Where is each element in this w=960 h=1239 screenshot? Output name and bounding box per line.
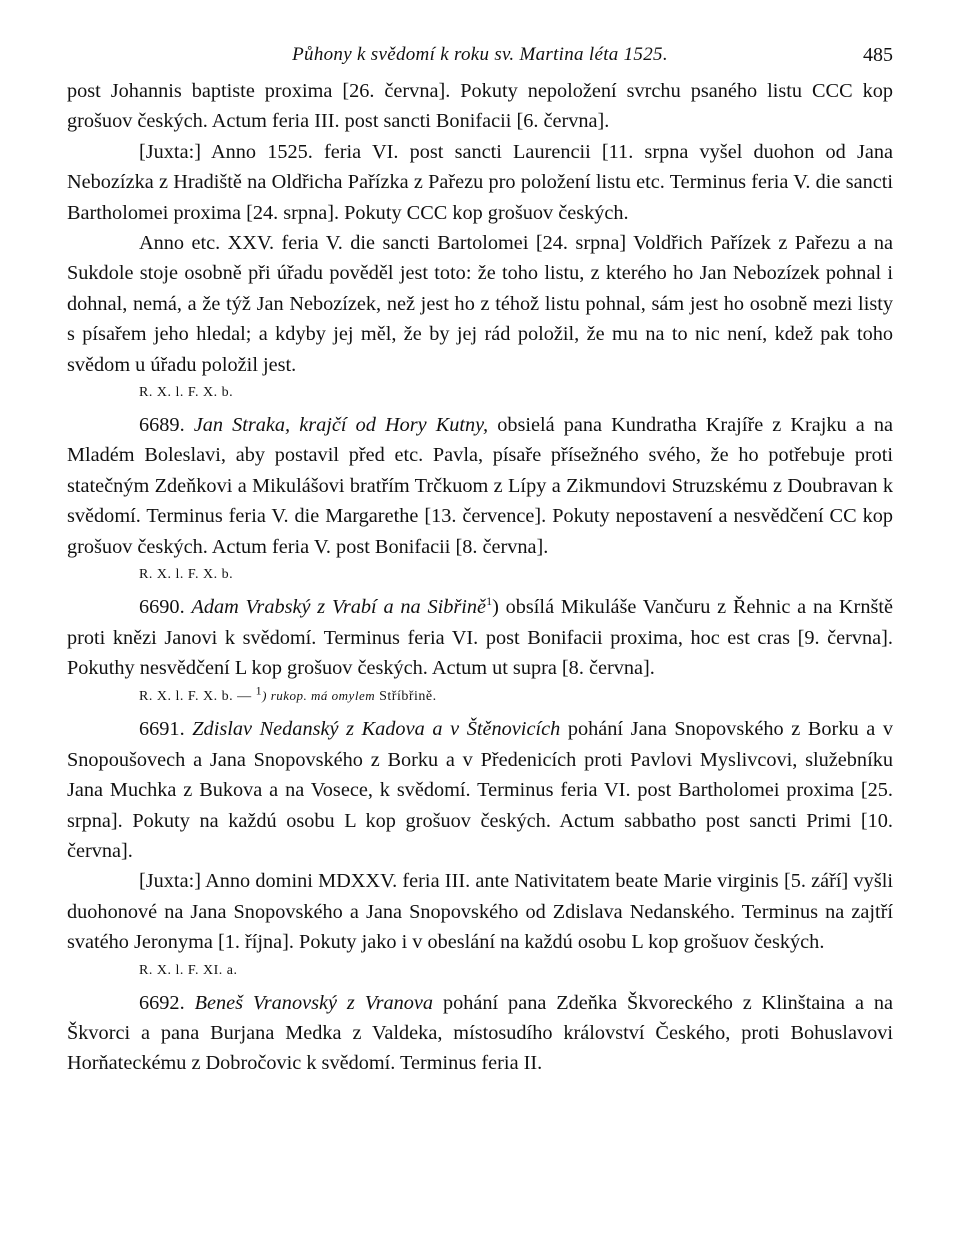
archival-reference: R. X. l. F. X. b.: [139, 567, 234, 583]
entry-text: pohání Jana Snopovského z Borku a v Snopoušovech a Jana Snopovského z Borku a v Předenicích proti Pavlovi Myslivcovi, služebníku Jana Muchka z Bukova a na Vosece, k svědomí. Terminus feria VI. post Bartholomei proxima [25. srpna]. Pokuty na každú osobu L kop grošuov českých. Actum sabbatho post sancti Primi [10. června].: [67, 718, 893, 862]
entry-number: 6691.: [139, 718, 185, 741]
entry-person: Jan Straka, krajčí od Hory Kutny,: [193, 414, 489, 437]
entry-number: 6692.: [139, 991, 185, 1014]
entry-6689: [67, 410, 893, 562]
entry-text: obsielá pana Kundratha Krajíře z Krajku a na Mladém Boleslavi, aby postavil před etc. Pavla, písaře přísežného svého, že ho potřebuje proti statečným Zdeňkovi a Mikulášovi bratřím Trčkuom z Lípy a Zikmundovi Struzskému z Doubravan k svědomí. Terminus feria V. die Margarethe [13. července]. Pokuty nepostavení a nesvědčení CC kop grošuov českých. Actum feria V. post Bonifacii [8. června].: [67, 414, 894, 558]
entry-text: ) obsílá Mikuláše Vančuru z Řehnic a na Krnště proti knězi Janovi k svědomí. Terminus feria VI. post Bonifacii proxima, hoc est cras [9. června]. Pokuthy nesvědčení L kop grošuov českých. Actum ut supra [8. června].: [67, 596, 893, 679]
entry-6691: [67, 714, 893, 866]
entry-person: Adam Vrabský z Vrabí a na Sibřině: [191, 596, 487, 619]
paragraph: post Johannis baptiste proxima [26. června]. Pokuty nepoložení svrchu psaného listu CCC kop grošuov českých. Actum feria III. post sancti Bonifacii [6. června].: [67, 80, 893, 133]
archival-reference: R. X. l. F. X. b.: [139, 385, 234, 401]
document-page: [67, 38, 893, 1079]
page-header: [67, 38, 893, 76]
footnote-marker: 1: [255, 683, 263, 698]
paragraph: [Juxta:] Anno domini MDXXV. feria III. ante Nativitatem beate Marie virginis [5. září] vyšli duohonové na Jana Snopovského a Jana Snopovského od Zdislava Nedanského. Terminus na zajtří svatého Jeronyma [1. října]. Pokuty jako i v obeslání na každú osobu L kop grošuov českých.: [67, 870, 893, 954]
archival-reference: R. X. l. F. XI. a.: [139, 962, 238, 978]
footnote-word: Stříbřině.: [375, 689, 437, 705]
reference-code: R. X. l. F. X. b. —: [139, 689, 256, 705]
body-text: [67, 76, 893, 1079]
entry-number: 6690.: [139, 596, 185, 619]
paragraph: [Juxta:] Anno 1525. feria VI. post sancti Laurencii [11. srpna vyšel duohon od Jana Nebozízka z Hradiště na Oldřicha Pařízka z Pařezu pro položení listu etc. Terminus feria V. die sancti Bartholomei proxima [24. srpna]. Pokuty CCC kop grošuov českých.: [67, 140, 893, 224]
page-number: 485: [863, 44, 893, 66]
entry-text: pohání pana Zdeňka Škvoreckého z Klinštaina a na Škvorci a pana Burjana Medka z Valdeka, místosudího království Českého, proti Bohuslavovi Horňateckému z Dobročovic k svědomí. Terminus feria II.: [67, 991, 893, 1075]
running-title: Půhony k svědomí k roku sv. Martina léta 1525.: [292, 44, 668, 65]
entry-person: Zdislav Nedanský z Kadova a v Štěnovicích: [192, 718, 561, 741]
entry-6692: [67, 988, 893, 1079]
paragraph: Anno etc. XXV. feria V. die sancti Bartolomei [24. srpna] Voldřich Pařízek z Pařezu a na Sukdole stoje osobně při úřadu pověděl jest toto: že toho listu, z kterého ho Jan Nebozízek pohnal i dohnal, nemá, a že týž Jan Nebozízek, než jest ho z téhož listu pohnal, sám jest ho osobně mezi listy s písařem jeho hledal; a kdyby jej měl, že by jej rád položil, že mu na to nic není, kdež pak toho svědom u úřadu položil jest.: [67, 232, 893, 376]
footnote-text: ) rukop. má omylem: [262, 688, 376, 704]
entry-6690: [67, 592, 893, 683]
entry-number: 6689.: [139, 414, 185, 437]
footnote-marker: 1: [486, 594, 493, 609]
archival-reference: [139, 685, 893, 708]
entry-person: Beneš Vranovský z Vranova: [194, 991, 434, 1014]
